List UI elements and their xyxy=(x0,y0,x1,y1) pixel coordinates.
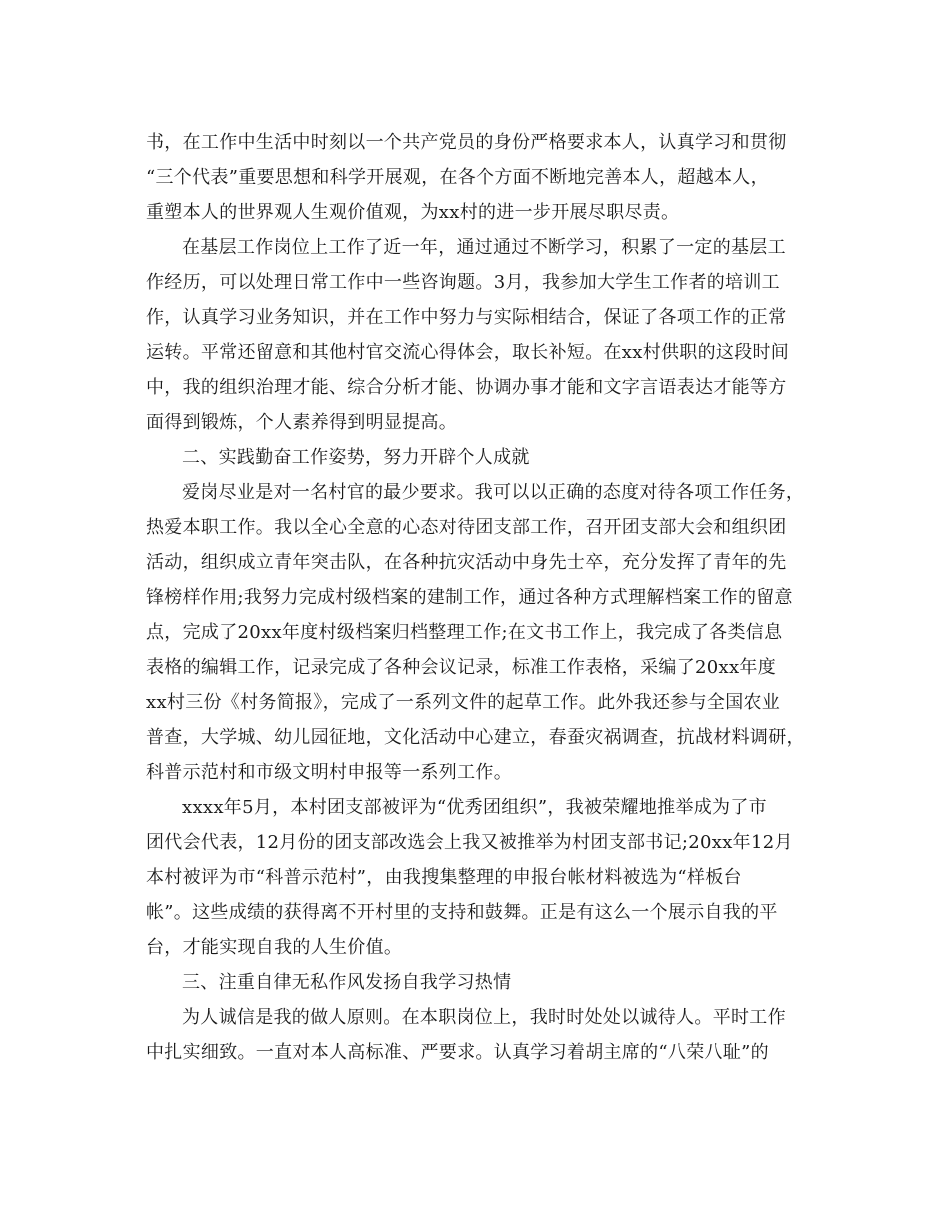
text-line: 中，我的组织治理才能、综合分析才能、协调办事才能和文字言语表达才能等方 xyxy=(146,377,787,398)
text-line: 点，完成了20xx年度村级档案归档整理工作;在文书工作上，我完成了各类信息 xyxy=(146,622,783,643)
text-line: 台，才能实现自我的人生价值。 xyxy=(146,937,403,958)
text-line: 热爱本职工作。我以全心全意的心态对待团支部工作，召开团支部大会和组织团 xyxy=(146,517,787,538)
paragraph-start-line: 为人诚信是我的做人原则。在本职岗位上，我时时处处以诚待人。平时工作 xyxy=(182,1007,786,1028)
text-line: 面得到锻炼，个人素养得到明显提高。 xyxy=(146,412,458,433)
text-line: 书，在工作中生活中时刻以一个共产党员的身份严格要求本人，认真学习和贯彻 xyxy=(146,132,787,153)
text-line: 帐”。这些成绩的获得离不开村里的支持和鼓舞。正是有这么一个展示自我的平 xyxy=(146,902,778,923)
paragraph-start-line: 爱岗尽业是对一名村官的最少要求。我可以以正确的态度对待各项工作任务， xyxy=(182,482,805,503)
text-line: 锋榜样作用;我努力完成村级档案的建制工作，通过各种方式理解档案工作的留意 xyxy=(146,587,793,608)
text-line: 中扎实细致。一直对本人高标准、严要求。认真学习着胡主席的“八荣八耻”的 xyxy=(146,1042,769,1063)
text-line: 普查，大学城、幼儿园征地，文化活动中心建立，春蚕灾祸调查，抗战材料调研， xyxy=(146,727,805,748)
text-line: 团代会代表，12月份的团支部改选会上我又被推举为村团支部书记;20xx年12月 xyxy=(146,832,793,853)
text-line: 活动，组织成立青年突击队，在各种抗灾活动中身先士卒，充分发挥了青年的先 xyxy=(146,552,787,573)
text-line: 作，认真学习业务知识，并在工作中努力与实际相结合，保证了各项工作的正常 xyxy=(146,307,787,328)
text-line: “三个代表”重要思想和科学开展观，在各个方面不断地完善本人，超越本人， xyxy=(146,167,769,188)
text-line: 科普示范村和市级文明村申报等一系列工作。 xyxy=(146,762,512,783)
section-heading: 三、注重自律无私作风发扬自我学习热情 xyxy=(182,972,512,993)
paragraph-start-line: xxxx年5月，本村团支部被评为“优秀团组织”，我被荣耀地推举成为了市 xyxy=(182,797,767,818)
text-line: 重塑本人的世界观人生观价值观，为xx村的进一步开展尽职尽责。 xyxy=(146,202,680,223)
text-line: 本村被评为市“科普示范村”，由我搜集整理的申报台帐材料被选为“样板台 xyxy=(146,867,742,888)
section-heading: 二、实践勤奋工作姿势，努力开辟个人成就 xyxy=(182,447,530,468)
text-line: 运转。平常还留意和其他村官交流心得体会，取长补短。在xx村供职的这段时间 xyxy=(146,342,790,363)
text-line: 作经历，可以处理日常工作中一些咨询题。3月，我参加大学生工作者的培训工 xyxy=(146,272,780,293)
text-line: 表格的编辑工作，记录完成了各种会议记录，标准工作表格，采编了20xx年度 xyxy=(146,657,777,678)
paragraph-start-line: 在基层工作岗位上工作了近一年，通过通过不断学习，积累了一定的基层工 xyxy=(182,237,786,258)
text-line: xx村三份《村务简报》，完成了一系列文件的起草工作。此外我还参与全国农业 xyxy=(146,692,781,713)
